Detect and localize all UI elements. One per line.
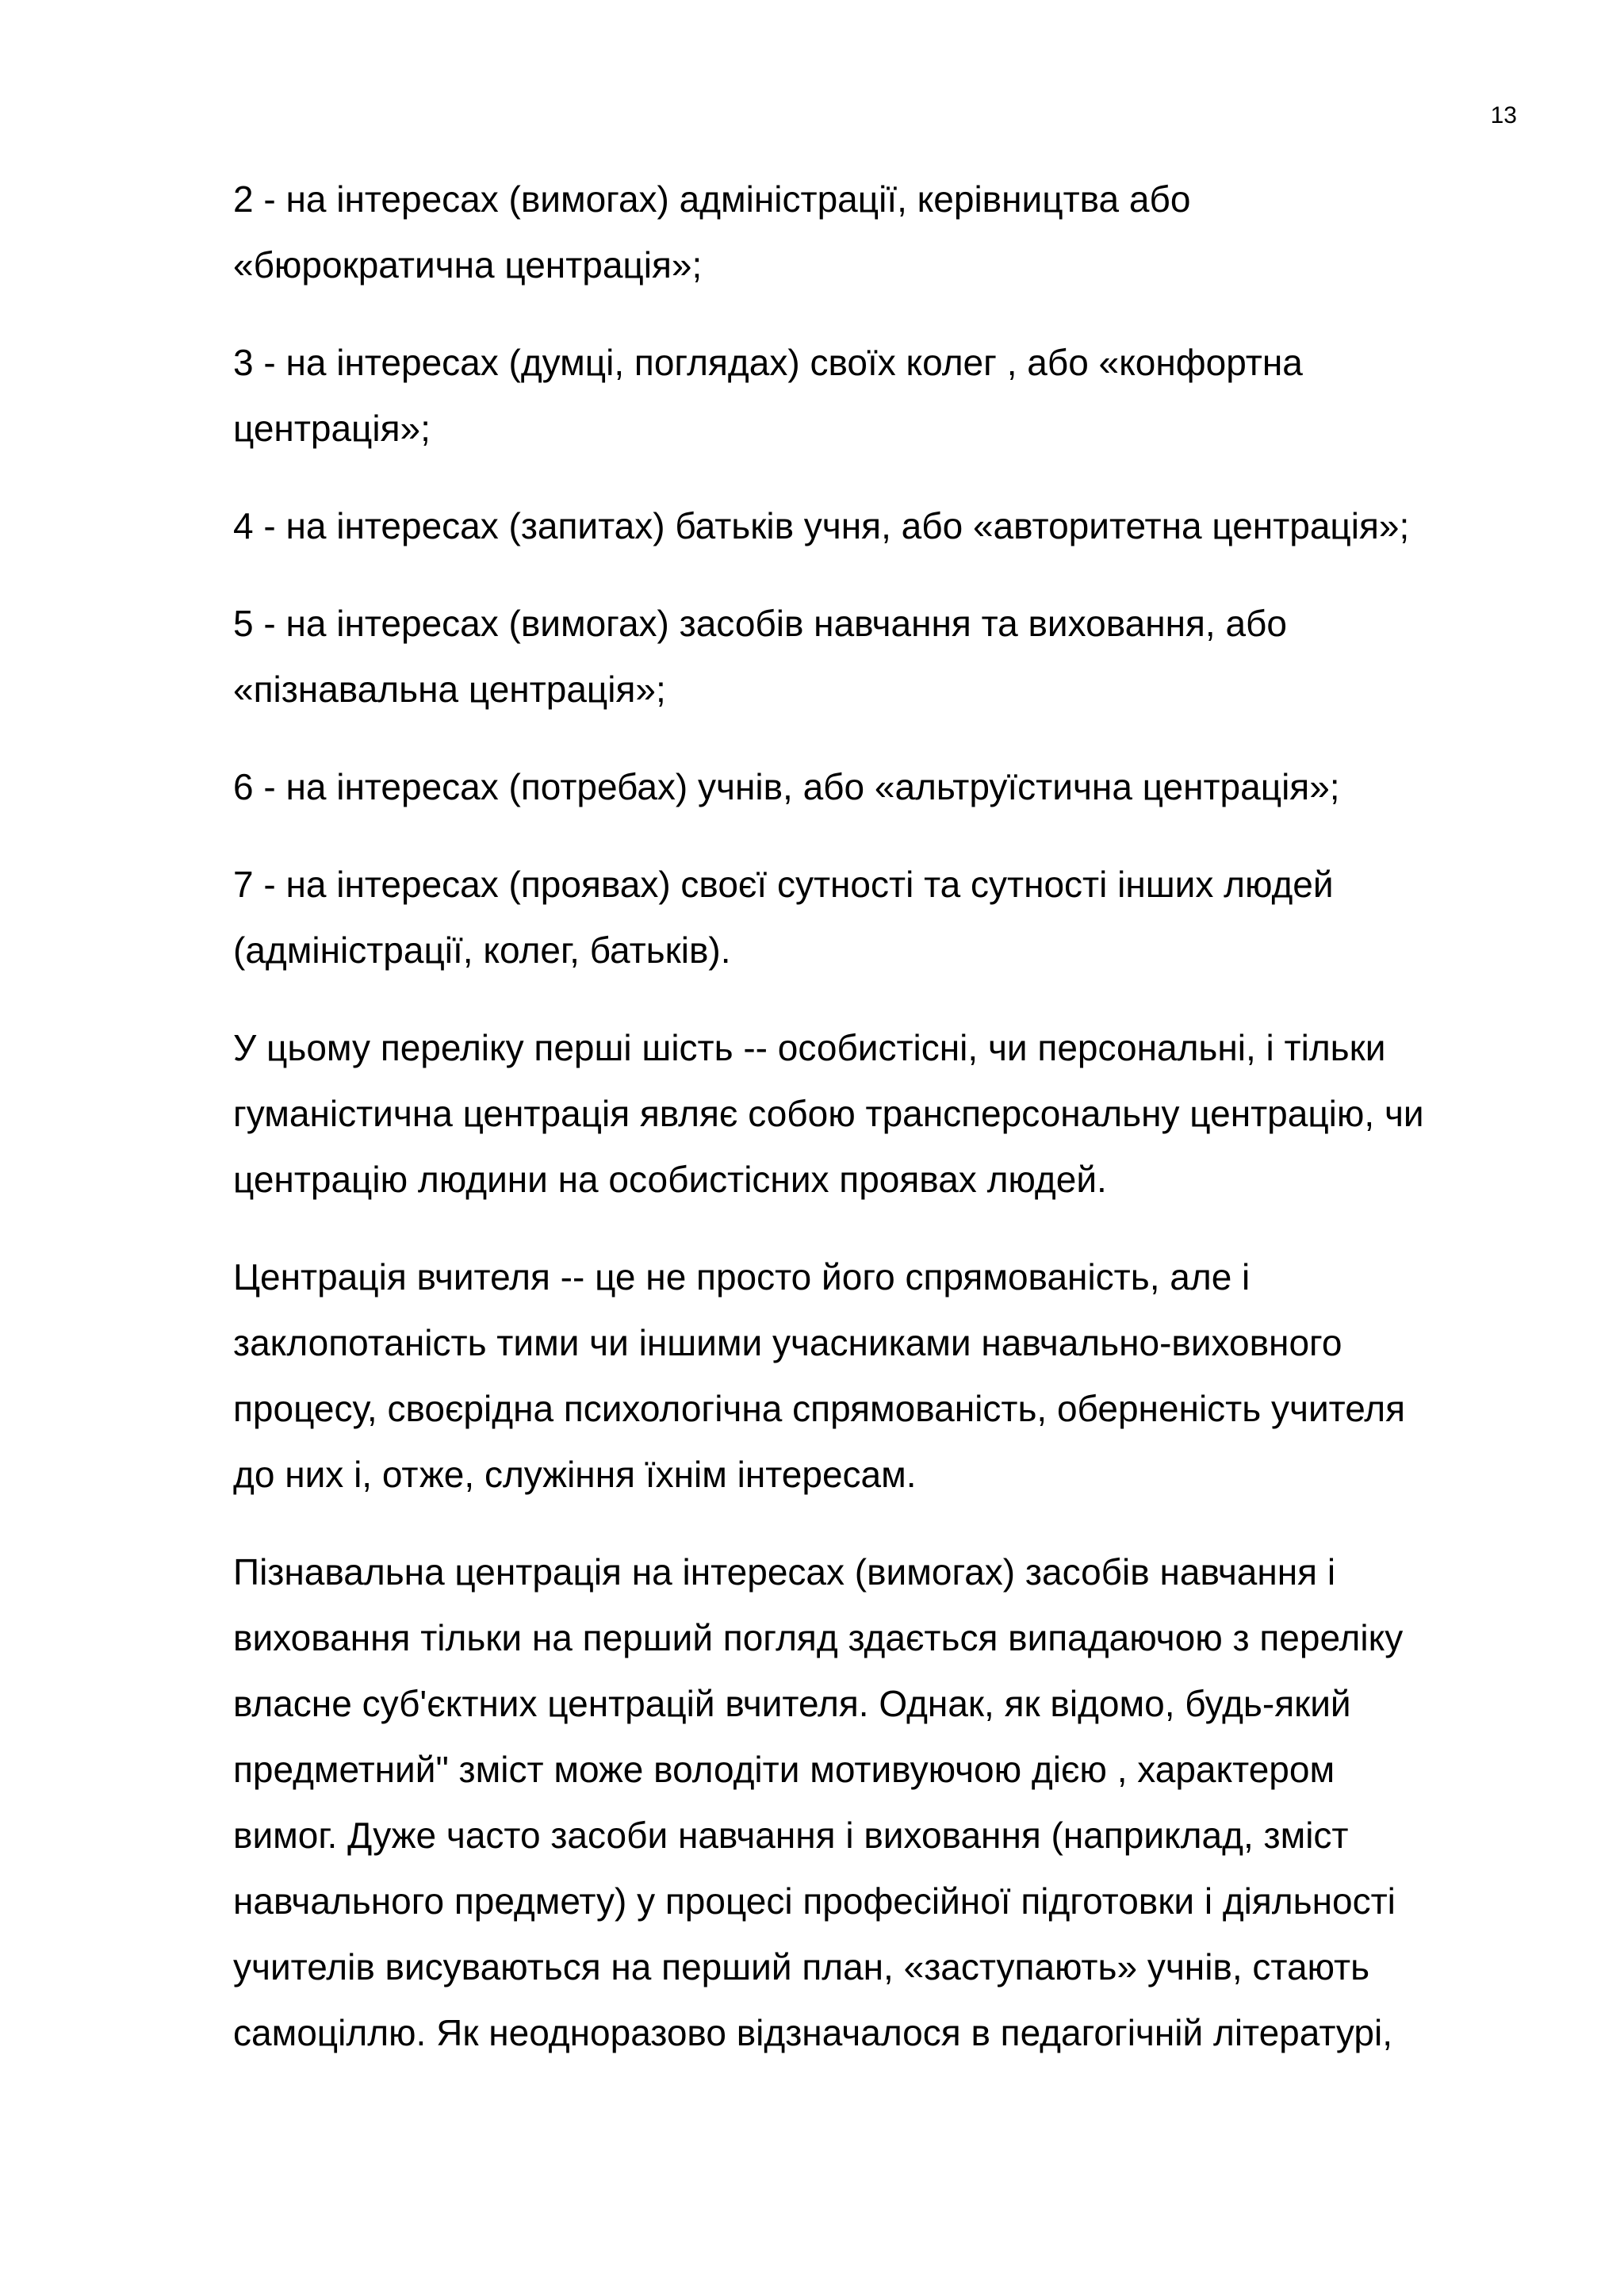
text-line: «пізнавальна центрація»; [233,669,666,710]
text-line: виховання тільки на перший погляд здається випадаючою з переліку [233,1617,1404,1658]
text-line: 5 - на інтересах (вимогах) засобів навчання та виховання, або [233,603,1287,644]
list-item-3 [233,330,1502,462]
text-line: 2 - на інтересах (вимогах) адміністрації, керівництва або [233,178,1191,220]
text-line: процесу, своєрідна психологічна спрямованість, оберненість учителя [233,1388,1405,1429]
text-line: Пізнавальна центрація на інтересах (вимогах) засобів навчання і [233,1551,1336,1593]
list-item-2 [233,167,1502,298]
text-line: учителів висуваються на перший план, «заступають» учнів, стають [233,1946,1370,1987]
body-paragraph [233,1015,1502,1213]
text-line: 6 - на інтересах (потребах) учнів, або «альтруїстична центрація»; [233,766,1340,807]
list-item-4 [233,493,1502,559]
text-line: 3 - на інтересах (думці, поглядах) своїх колег , або «конфортна [233,342,1303,383]
text-line: Центрація вчителя -- це не просто його спрямованість, але і [233,1256,1251,1297]
text-line: власне суб'єктних центрацій вчителя. Однак, як відомо, будь-який [233,1683,1351,1724]
text-line: заклопотаність тими чи іншими учасниками навчально-виховного [233,1322,1342,1363]
text-line: (адміністрації, колег, батьків). [233,930,731,971]
text-line: «бюрократична центрація»; [233,244,703,286]
page-number: 13 [1490,102,1517,128]
text-line: навчального предмету) у процесі професійної підготовки і діяльності [233,1880,1396,1922]
document-body [233,167,1502,2098]
text-line: центрація»; [233,408,431,449]
list-item-7 [233,852,1502,983]
body-paragraph [233,1539,1502,2066]
text-line: центрацію людини на особистісних проявах людей. [233,1159,1107,1200]
text-line: У цьому переліку перші шість -- особистісні, чи персональні, і тільки [233,1027,1386,1068]
text-line: 7 - на інтересах (проявах) своєї сутності та сутності інших людей [233,864,1334,905]
list-item-5 [233,591,1502,723]
body-paragraph [233,1244,1502,1508]
list-item-6 [233,754,1502,820]
text-line: до них і, отже, служіння їхнім інтересам. [233,1454,917,1495]
text-line: предметний" зміст може володіти мотивуючою дією , характером [233,1749,1335,1790]
text-line: 4 - на інтересах (запитах) батьків учня, або «авторитетна центрація»; [233,505,1410,546]
text-line: вимог. Дуже часто засоби навчання і виховання (наприклад, зміст [233,1815,1349,1856]
text-line: самоціллю. Як неодноразово відзначалося в педагогічній літературі, [233,2012,1392,2053]
text-line: гуманістична центрація являє собою трансперсональну центрацію, чи [233,1093,1424,1134]
